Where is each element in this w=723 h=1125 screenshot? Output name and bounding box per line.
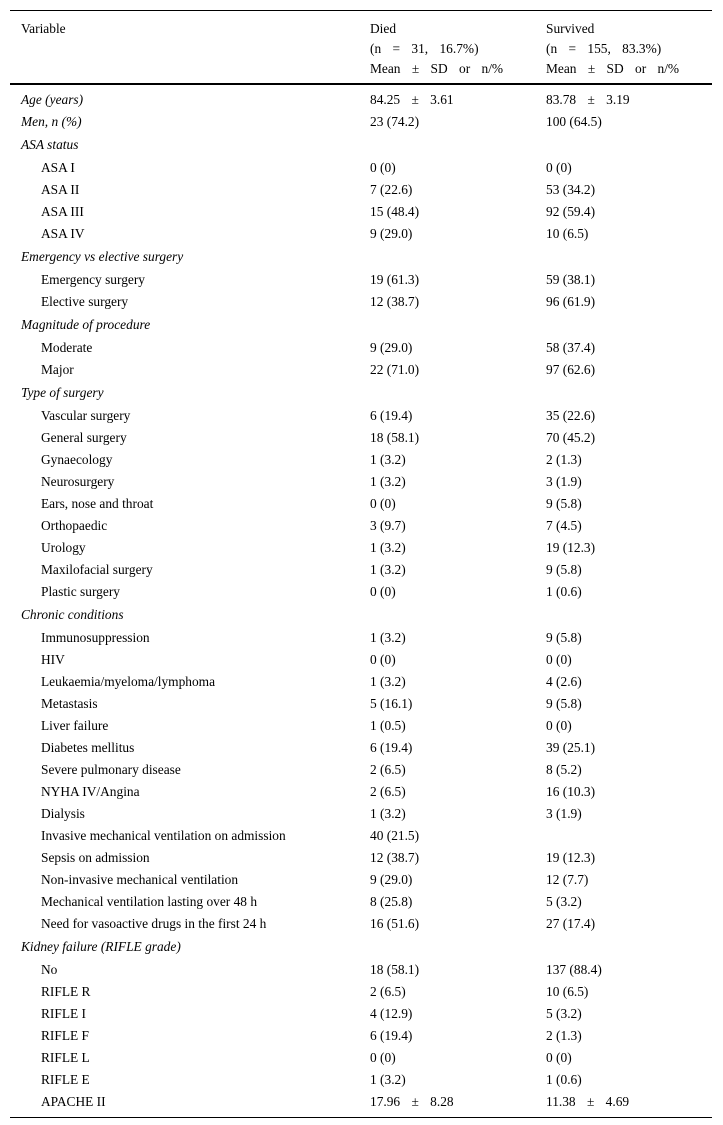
header-survived-count: (n = 155, 83.3%) <box>546 41 662 56</box>
row-survived-value: 19 (12.3) <box>546 850 596 865</box>
row-label: Severe pulmonary disease <box>41 762 181 777</box>
row-died-value: 7 (22.6) <box>370 182 413 197</box>
table-row <box>10 449 712 471</box>
row-label: ASA I <box>41 160 75 175</box>
row-label: Dialysis <box>41 806 85 821</box>
row-died-value: 2 (6.5) <box>370 784 406 799</box>
row-survived-value: 5 (3.2) <box>546 894 582 909</box>
row-label: Neurosurgery <box>41 474 115 489</box>
row-survived-value: 137 (88.4) <box>546 962 602 977</box>
row-label: NYHA IV/Angina <box>41 784 140 799</box>
table-row <box>10 737 712 759</box>
table-row <box>10 1091 712 1113</box>
row-survived-value: 16 (10.3) <box>546 784 596 799</box>
row-survived-value: 11.38 ± 4.69 <box>546 1094 630 1109</box>
table-row <box>10 515 712 537</box>
table-row <box>10 269 712 291</box>
row-died-value: 9 (29.0) <box>370 340 413 355</box>
row-survived-value: 0 (0) <box>546 718 572 733</box>
header-died-count: (n = 31, 16.7%) <box>370 41 479 56</box>
row-label: Invasive mechanical ventilation on admission <box>41 828 286 843</box>
section-row <box>10 313 712 337</box>
section-row <box>10 603 712 627</box>
row-died-value: 12 (38.7) <box>370 850 420 865</box>
table-row <box>10 803 712 825</box>
row-survived-value: 3 (1.9) <box>546 806 582 821</box>
table-row <box>10 649 712 671</box>
row-label: ASA III <box>41 204 84 219</box>
table-body <box>10 85 712 1117</box>
row-label: RIFLE R <box>41 984 91 999</box>
row-label: Urology <box>41 540 86 555</box>
table-row <box>10 847 712 869</box>
row-died-value: 2 (6.5) <box>370 984 406 999</box>
row-died-value: 4 (12.9) <box>370 1006 413 1021</box>
row-survived-value: 7 (4.5) <box>546 518 582 533</box>
row-died-value: 12 (38.7) <box>370 294 420 309</box>
row-label: Immunosuppression <box>41 630 150 645</box>
row-died-value: 2 (6.5) <box>370 762 406 777</box>
row-died-value: 18 (58.1) <box>370 430 420 445</box>
row-died-value: 16 (51.6) <box>370 916 420 931</box>
row-label: Emergency vs elective surgery <box>21 249 184 264</box>
table-row <box>10 1047 712 1069</box>
table-row <box>10 981 712 1003</box>
row-died-value: 0 (0) <box>370 160 396 175</box>
row-label: Non-invasive mechanical ventilation <box>41 872 239 887</box>
row-survived-value: 59 (38.1) <box>546 272 596 287</box>
row-label: ASA status <box>21 137 79 152</box>
table-row <box>10 493 712 515</box>
row-label: Elective surgery <box>41 294 129 309</box>
row-died-value: 6 (19.4) <box>370 408 413 423</box>
row-label: Type of surgery <box>21 385 104 400</box>
row-label: APACHE II <box>41 1094 106 1109</box>
row-died-value: 1 (3.2) <box>370 1072 406 1087</box>
row-died-value: 1 (3.2) <box>370 630 406 645</box>
table-row <box>10 581 712 603</box>
table-row <box>10 825 712 847</box>
table-row <box>10 157 712 179</box>
row-label: Maxilofacial surgery <box>41 562 153 577</box>
row-died-value: 8 (25.8) <box>370 894 413 909</box>
row-label: Liver failure <box>41 718 109 733</box>
table-row <box>10 179 712 201</box>
row-label: RIFLE E <box>41 1072 90 1087</box>
row-label: ASA II <box>41 182 80 197</box>
table-row <box>10 89 712 111</box>
row-survived-value: 4 (2.6) <box>546 674 582 689</box>
row-died-value: 19 (61.3) <box>370 272 420 287</box>
row-label: No <box>41 962 58 977</box>
row-died-value: 1 (3.2) <box>370 474 406 489</box>
row-survived-value: 9 (5.8) <box>546 562 582 577</box>
row-label: Diabetes mellitus <box>41 740 135 755</box>
row-survived-value: 10 (6.5) <box>546 226 589 241</box>
row-survived-value: 53 (34.2) <box>546 182 596 197</box>
row-died-value: 1 (3.2) <box>370 452 406 467</box>
row-survived-value: 100 (64.5) <box>546 114 602 129</box>
row-label: Moderate <box>41 340 93 355</box>
table-row <box>10 1003 712 1025</box>
section-row <box>10 381 712 405</box>
row-died-value: 18 (58.1) <box>370 962 420 977</box>
row-died-value: 0 (0) <box>370 584 396 599</box>
row-died-value: 6 (19.4) <box>370 740 413 755</box>
row-died-value: 5 (16.1) <box>370 696 413 711</box>
header-survived <box>546 19 679 79</box>
row-died-value: 84.25 ± 3.61 <box>370 92 454 107</box>
row-label: Mechanical ventilation lasting over 48 h <box>41 894 258 909</box>
row-survived-value: 0 (0) <box>546 652 572 667</box>
row-survived-value: 2 (1.3) <box>546 452 582 467</box>
table-row <box>10 223 712 245</box>
data-table <box>10 10 712 1118</box>
table-row <box>10 359 712 381</box>
table-row <box>10 111 712 133</box>
row-label: Vascular surgery <box>41 408 131 423</box>
header-survived-stat: Mean ± SD or n/% <box>546 61 680 76</box>
table-row <box>10 337 712 359</box>
table-row <box>10 671 712 693</box>
row-survived-value: 83.78 ± 3.19 <box>546 92 630 107</box>
table-row <box>10 471 712 493</box>
row-died-value: 40 (21.5) <box>370 828 420 843</box>
row-survived-value: 19 (12.3) <box>546 540 596 555</box>
row-survived-value: 0 (0) <box>546 1050 572 1065</box>
row-died-value: 9 (29.0) <box>370 226 413 241</box>
row-survived-value: 8 (5.2) <box>546 762 582 777</box>
row-label: Men, n (%) <box>21 114 82 129</box>
row-died-value: 0 (0) <box>370 496 396 511</box>
section-row <box>10 133 712 157</box>
row-died-value: 0 (0) <box>370 652 396 667</box>
row-died-value: 15 (48.4) <box>370 204 420 219</box>
table-row <box>10 291 712 313</box>
table-row <box>10 201 712 223</box>
row-died-value: 1 (3.2) <box>370 540 406 555</box>
row-label: RIFLE I <box>41 1006 87 1021</box>
row-survived-value: 1 (0.6) <box>546 1072 582 1087</box>
row-survived-value: 27 (17.4) <box>546 916 596 931</box>
row-label: ASA IV <box>41 226 85 241</box>
table-header <box>10 11 712 85</box>
row-survived-value: 1 (0.6) <box>546 584 582 599</box>
section-row <box>10 935 712 959</box>
row-survived-value: 10 (6.5) <box>546 984 589 999</box>
row-survived-value: 9 (5.8) <box>546 630 582 645</box>
table-row <box>10 715 712 737</box>
row-died-value: 6 (19.4) <box>370 1028 413 1043</box>
row-died-value: 1 (3.2) <box>370 806 406 821</box>
row-survived-value: 9 (5.8) <box>546 496 582 511</box>
row-label: Metastasis <box>41 696 98 711</box>
table-row <box>10 781 712 803</box>
row-survived-value: 0 (0) <box>546 160 572 175</box>
header-variable: Variable <box>21 21 66 36</box>
row-died-value: 0 (0) <box>370 1050 396 1065</box>
row-label: Emergency surgery <box>41 272 145 287</box>
header-died-stat: Mean ± SD or n/% <box>370 61 504 76</box>
row-label: Plastic surgery <box>41 584 120 599</box>
row-died-value: 3 (9.7) <box>370 518 406 533</box>
table-row <box>10 427 712 449</box>
table-row <box>10 891 712 913</box>
row-survived-value: 39 (25.1) <box>546 740 596 755</box>
row-survived-value: 12 (7.7) <box>546 872 589 887</box>
row-label: RIFLE L <box>41 1050 90 1065</box>
row-label: Age (years) <box>21 92 84 107</box>
row-survived-value: 3 (1.9) <box>546 474 582 489</box>
table-row <box>10 959 712 981</box>
row-survived-value: 92 (59.4) <box>546 204 596 219</box>
table-row <box>10 405 712 427</box>
row-label: Chronic conditions <box>21 607 124 622</box>
row-died-value: 17.96 ± 8.28 <box>370 1094 454 1109</box>
row-label: RIFLE F <box>41 1028 89 1043</box>
header-died <box>370 19 503 79</box>
row-label: Gynaecology <box>41 452 113 467</box>
row-died-value: 1 (3.2) <box>370 562 406 577</box>
table-row <box>10 913 712 935</box>
row-survived-value: 9 (5.8) <box>546 696 582 711</box>
section-row <box>10 245 712 269</box>
row-label: Orthopaedic <box>41 518 108 533</box>
row-survived-value: 58 (37.4) <box>546 340 596 355</box>
table-row <box>10 627 712 649</box>
row-label: Kidney failure (RIFLE grade) <box>21 939 181 954</box>
row-label: Magnitude of procedure <box>21 317 151 332</box>
table-row <box>10 1069 712 1091</box>
row-survived-value: 70 (45.2) <box>546 430 596 445</box>
table-row <box>10 1025 712 1047</box>
row-survived-value: 5 (3.2) <box>546 1006 582 1021</box>
row-survived-value: 96 (61.9) <box>546 294 596 309</box>
table-row <box>10 559 712 581</box>
row-label: HIV <box>41 652 65 667</box>
row-label: Leukaemia/myeloma/lymphoma <box>41 674 216 689</box>
row-died-value: 1 (0.5) <box>370 718 406 733</box>
row-label: General surgery <box>41 430 127 445</box>
row-died-value: 23 (74.2) <box>370 114 420 129</box>
row-label: Major <box>41 362 74 377</box>
table-row <box>10 869 712 891</box>
row-died-value: 9 (29.0) <box>370 872 413 887</box>
row-died-value: 1 (3.2) <box>370 674 406 689</box>
row-label: Need for vasoactive drugs in the first 24 h <box>41 916 267 931</box>
header-died-title: Died <box>370 21 397 36</box>
table-row <box>10 537 712 559</box>
row-survived-value: 2 (1.3) <box>546 1028 582 1043</box>
table-row <box>10 693 712 715</box>
row-survived-value: 97 (62.6) <box>546 362 596 377</box>
row-label: Ears, nose and throat <box>41 496 154 511</box>
row-survived-value: 35 (22.6) <box>546 408 596 423</box>
row-died-value: 22 (71.0) <box>370 362 420 377</box>
table-row <box>10 759 712 781</box>
row-label: Sepsis on admission <box>41 850 150 865</box>
header-survived-title: Survived <box>546 21 595 36</box>
